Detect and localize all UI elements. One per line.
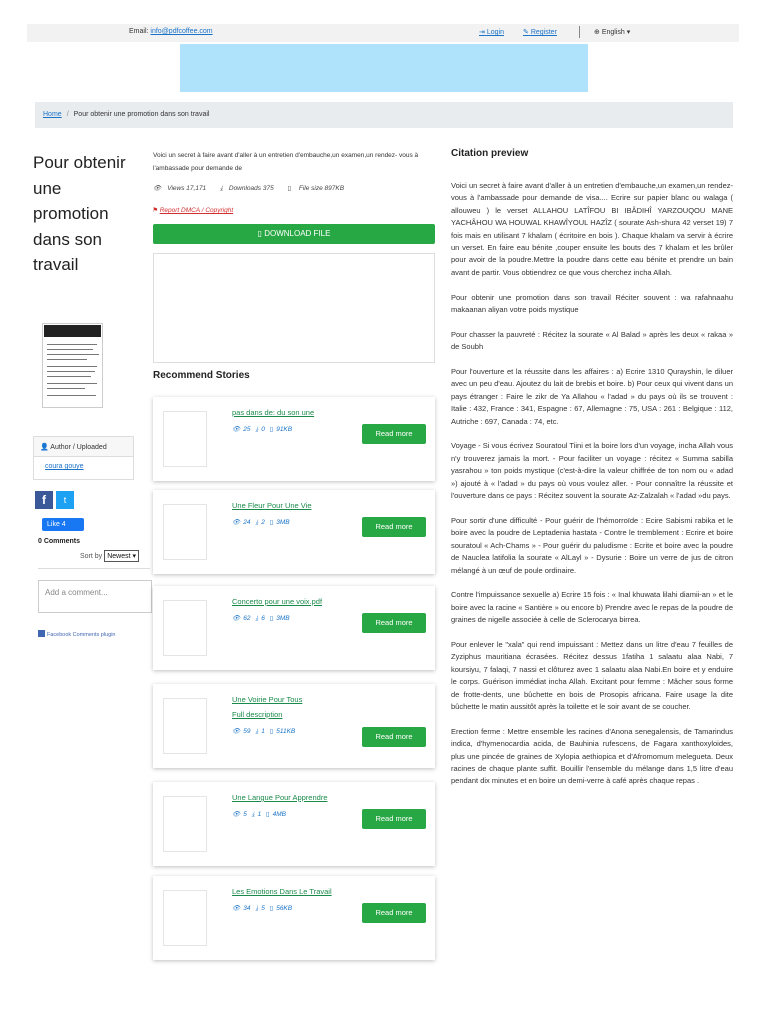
thumbnail-line (47, 395, 96, 396)
sort-value: Newest (107, 553, 131, 560)
chevron-down-icon: ▾ (132, 553, 136, 560)
download-icon: ⤓ (255, 615, 259, 622)
facebook-like-button[interactable]: Like 4 (42, 518, 84, 531)
card-downloads: 0 (261, 426, 265, 433)
document-thumbnail[interactable] (42, 323, 103, 408)
author-box (33, 436, 134, 480)
eye-icon: 👁 (232, 615, 241, 622)
download-file-button[interactable] (153, 224, 435, 244)
card-stats (232, 904, 295, 913)
file-icon: ▯ (287, 185, 292, 192)
flag-icon: ⚑ (153, 207, 158, 214)
views-value: Views 17,171 (167, 185, 207, 192)
caret-down-icon: ▾ (626, 29, 631, 36)
card-views: 24 (243, 519, 251, 526)
card-title[interactable] (232, 884, 360, 899)
citation-paragraph: Erection ferme : Mettre ensemble les racines d'Anona senegalensis, de Tamarindus indica, d'hymenocardia acida, de Bauhinia rufescens, de Fagara xanthoxyloides, plus une pincée de graines de Xylopia aethiopica et d'Afromomum melegueta. Deux racines de chaque plante suffit. Bouillir l'ensemble du mélange dans 1,5 litre d'eau pendant dix minutes et en boire un demi-verre à café après chaque repas . (451, 726, 733, 786)
card-thumbnail[interactable] (163, 796, 207, 852)
card-downloads: 1 (261, 728, 265, 735)
card-size: 3MB (276, 615, 290, 622)
citation-paragraph: Pour obtenir une promotion dans son travail Réciter souvent : wa rafahnaahu makaanan aliyan votre poids mystique (451, 292, 733, 315)
card-stats (232, 810, 289, 819)
report-link[interactable] (153, 206, 233, 214)
card-title[interactable] (232, 594, 360, 609)
facebook-comments-plugin-link[interactable] (38, 630, 115, 638)
citation-paragraph: Pour l'ouverture et la réussite dans les affaires : a) Ecrire 1310 Qurayshin, le diluer avec un peu d'eau. Ajoutez du lait de brebis et boire. b) Pour ceux qui vivent dans un pays étranger : Faire le zikr de Ya Allahou « l'adad » du pays où ils se trouvent : Italie : 432, France : 341, Espagne : 67, Allemagne : 75, USA : 261 : Belgique : 112, Autriche : 697, Canada : 74, etc. (451, 367, 733, 426)
card-views: 34 (243, 905, 251, 912)
thumbnail-line (47, 344, 97, 345)
citation-title: Citation preview (451, 148, 529, 159)
thumbnail-line (47, 383, 97, 384)
citation-paragraph: Pour sortir d'une difficulté - Pour guérir de l'hémorroïde : Ecire Sabismi rabika et le boire avec la poudre de Leptadenia hastata - Contre le tremblement : Ecrire et boire souratoul « Ach-Chams » - Pour guérir du paludisme : Ecrite et boire avec la poudre de Nauclea latifolia la sourate « AlLayl » - Dysurie : Boire un verre de jus de citron mélangé à un œuf de poule ordinaire. (451, 515, 733, 575)
file-icon: ▯ (269, 615, 274, 622)
recommend-card[interactable] (153, 684, 435, 768)
file-size-value: File size 897KB (298, 185, 345, 192)
card-title-text: Une Fleur Pour Une Vie (232, 501, 312, 510)
file-icon: ▯ (269, 728, 274, 735)
card-title[interactable] (232, 498, 360, 513)
card-stats (232, 614, 293, 623)
recommend-card[interactable] (153, 876, 435, 960)
recommend-card[interactable] (153, 490, 435, 574)
card-size: 56KB (276, 905, 293, 912)
download-icon: ⤓ (220, 185, 223, 192)
eye-icon: 👁 (232, 426, 241, 433)
middle-column (153, 150, 435, 175)
globe-icon: ⊕ (594, 29, 600, 36)
read-more-button[interactable]: Read more (362, 517, 426, 537)
sort-by (80, 550, 139, 562)
eye-icon: 👁 (153, 185, 162, 192)
card-thumbnail[interactable] (163, 504, 207, 560)
card-size: 511KB (276, 728, 296, 735)
file-icon: ▯ (269, 519, 274, 526)
card-thumbnail[interactable] (163, 698, 207, 754)
card-stats (232, 425, 295, 434)
card-title-text: Une Voirie Pour Tous (232, 695, 303, 704)
card-size: 4MB (272, 811, 286, 818)
views-stat (153, 185, 212, 192)
register-link[interactable] (523, 28, 557, 36)
citation-text (451, 180, 733, 800)
citation-paragraph: Pour chasser la pauvreté : Récitez la sourate « Al Balad » après les deux « rakaa » de Soubh (451, 329, 733, 352)
login-link[interactable] (479, 28, 504, 36)
download-icon: ⤓ (255, 728, 259, 735)
document-description: Voici un secret à faire avant d'aller à un entretien d'embauche,un examen,un rendez- vous à l'ambassade pour demande de (153, 152, 419, 172)
card-size: 3MB (276, 519, 290, 526)
thumbnail-line (47, 388, 85, 389)
read-more-button[interactable]: Read more (362, 727, 426, 747)
card-title[interactable] (232, 692, 360, 722)
author-header (34, 437, 133, 457)
ad-banner[interactable] (180, 44, 588, 92)
topbar-divider (579, 26, 580, 38)
card-thumbnail[interactable] (163, 890, 207, 946)
thumbnail-line (47, 354, 99, 355)
citation-paragraph: Pour enlever le "xala" qui rend impuissant : Mettez dans un litre d'eau 7 feuilles de Zyziphus mauritiana écrasées. Récitez dessus 1fatiha 1 salaatu alaa Nabi, 7 koursiyu, 7 falaqi, 7 nassi et clôturez avec 1 salaatu alaa Nabi.En boire et y enduire le corps. Guérison immédiat incha Allah. Excitant pour femme : Mâcher sous forme de frotte-dents, une bûchette en bois de Prosopis africana. Faire usage la dite bûchette le matin aussitôt après la toilette et le soir avant de se coucher. (451, 639, 733, 711)
language-dropdown[interactable] (594, 28, 630, 36)
breadcrumb-current: Pour obtenir une promotion dans son travail (73, 111, 210, 118)
comments-count: 0 Comments (38, 538, 81, 545)
card-size: 91KB (276, 426, 293, 433)
eye-icon: 👁 (232, 728, 241, 735)
citation-paragraph: Contre l'impuissance sexuelle a) Ecrire 15 fois : « Inal khuwata lilahi diamii-an » et le boire avec la racine « Santière » ou encore b) Prendre avec le repas de la poudre de graines de nigelle associée à celle de Sclerocarya birrea. (451, 590, 733, 625)
read-more-button[interactable]: Read more (362, 903, 426, 923)
twitter-share-button[interactable]: t (56, 491, 74, 509)
download-icon: ⤓ (255, 426, 259, 433)
card-views: 5 (243, 811, 247, 818)
card-downloads: 2 (261, 519, 265, 526)
recommend-card[interactable] (153, 782, 435, 866)
download-button-label: DOWNLOAD FILE (264, 229, 331, 238)
breadcrumb-divider: / (66, 111, 69, 118)
facebook-icon (38, 630, 45, 637)
card-stats (232, 518, 293, 527)
report-label[interactable]: Report DMCA / Copyright (159, 207, 234, 214)
card-views: 25 (243, 426, 251, 433)
read-more-button[interactable]: Read more (362, 809, 426, 829)
file-icon: ▯ (269, 426, 274, 433)
comments-divider (38, 568, 150, 569)
citation-paragraph: Voici un secret à faire avant d'aller à un entretien d'embauche,un examen,un rendez- vous à l'ambassade pour demande de visa.... Ecrire sur papier blanc ou walaga ( allouweu ) le verset ALLAHOU LATÎFOU BI IBÂDIHÎ YARZOUQOU MANE YACHÂHOU WA HOUWAL KHAWÎYOUL HAZÎZ ( sourate Ash-shura 42 verset 19) 7 fois mais en utilisant 7 khalam ( écritoire en bois ). Chaque khalam va servir à écrire un verset. En faire eau bénite ,couper ensuite les bouts des 7 khalam et les brûler pour avoir de la poudre.Mettre la poudre dans cette eau bénite et prendre un bain avant de partir. Vous obtiendrez ce que vous cherchez incha Allah. (451, 181, 733, 277)
eye-icon: 👁 (232, 905, 241, 912)
document-stats (153, 184, 356, 193)
thumbnail-line (47, 366, 97, 367)
thumbnail-line (47, 371, 95, 372)
card-thumbnail[interactable] (163, 411, 207, 467)
file-size-stat (288, 185, 351, 192)
document-title: Pour obtenir une promotion dans son travail (33, 153, 126, 274)
thumbnail-line (47, 376, 91, 377)
download-icon: ⤓ (255, 905, 259, 912)
sort-select[interactable] (104, 550, 139, 562)
author-link[interactable]: coura gouye (45, 463, 84, 470)
card-downloads: 1 (257, 811, 262, 818)
register-label: Register (530, 29, 557, 36)
sort-label: Sort by (80, 553, 103, 560)
email-link[interactable]: info@pdfcoffee.com (150, 28, 213, 35)
card-title-text: Une Langue Pour Apprendre (232, 793, 328, 802)
read-more-button[interactable]: Read more (362, 613, 426, 633)
download-icon: ⤓ (255, 519, 259, 526)
card-downloads: 6 (261, 615, 265, 622)
thumbnail-line (47, 349, 93, 350)
card-views: 59 (243, 728, 251, 735)
language-label: English (601, 29, 625, 36)
document-embed-frame[interactable] (153, 253, 435, 363)
file-download-icon: ▯ (257, 229, 262, 238)
edit-icon: ✎ (523, 29, 529, 36)
card-title[interactable] (232, 405, 360, 420)
download-icon: ⤓ (251, 811, 255, 818)
author-header-label: Author / Uploaded (50, 444, 107, 451)
card-title[interactable] (232, 790, 360, 805)
breadcrumb (35, 102, 733, 128)
file-icon: ▯ (269, 905, 274, 912)
citation-paragraph: Voyage - Si vous écrivez Souratoul Tiini et la boire lors d'un voyage, incha Allah vous n'y trouverez jamais la mort. - Pour faciliter un voyage : récitez « Summa sabilla yasrahou » ton poids mystique (c'est-à-dire la valeur chiffrée de ton nom ou « adad ») ajouté à « l'adad » du pays où vous voulez aller. - Pour connaître la réussite et l'ouverture dans ce pays : Récitez souvent la sourate Az-Zalzalah « l'adad »du pays. (451, 441, 733, 501)
eye-icon: 👁 (232, 519, 241, 526)
top-bar (27, 24, 739, 42)
card-title-text: pas dans de: du son une (232, 408, 315, 417)
card-title-text: Les Emotions Dans Le Travail (232, 887, 332, 896)
login-label: Login (486, 29, 504, 36)
card-views: 62 (243, 615, 251, 622)
plugin-label: Facebook Comments plugin (47, 632, 116, 638)
file-icon: ▯ (266, 811, 270, 818)
downloads-stat (220, 185, 280, 192)
breadcrumb-home[interactable]: Home (43, 111, 62, 118)
card-downloads: 5 (261, 905, 265, 912)
card-thumbnail[interactable] (163, 600, 207, 656)
recommend-title: Recommend Stories (153, 370, 250, 381)
author-name (34, 457, 133, 476)
right-column (451, 148, 733, 159)
read-more-button[interactable]: Read more (362, 424, 426, 444)
downloads-value: Downloads 375 (228, 185, 274, 192)
email-info (129, 28, 213, 35)
left-column (33, 150, 133, 278)
card-stats (232, 727, 298, 736)
thumbnail-header (44, 325, 101, 337)
comment-input[interactable]: Add a comment... (38, 580, 152, 613)
card-subtitle: Full description (232, 710, 283, 719)
card-title-text: Concerto pour une voix.pdf (232, 597, 323, 606)
facebook-share-button[interactable]: f (35, 491, 53, 509)
email-label: Email: (129, 28, 151, 35)
recommend-card[interactable] (153, 586, 435, 670)
eye-icon: 👁 (232, 811, 241, 818)
user-icon: 👤 (40, 444, 49, 451)
login-icon: ⇥ (479, 29, 485, 36)
thumbnail-line (47, 359, 87, 360)
recommend-card[interactable] (153, 397, 435, 481)
